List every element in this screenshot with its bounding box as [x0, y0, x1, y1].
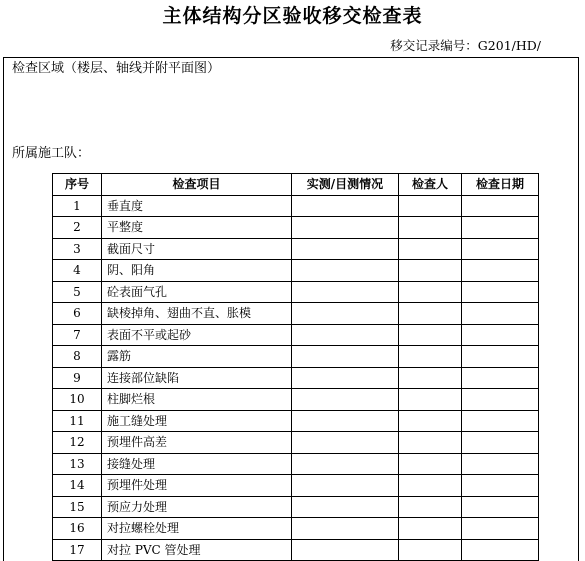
inspection-item: 截面尺寸	[102, 238, 292, 260]
row-number: 3	[53, 238, 102, 260]
table-row	[53, 260, 539, 282]
measured-cell[interactable]	[292, 260, 399, 282]
inspection-item: 表面不平或起砂	[102, 324, 292, 346]
row-number: 16	[53, 518, 102, 540]
construction-team-label: 所属施工队：	[12, 146, 91, 161]
date-cell[interactable]	[462, 303, 539, 325]
inspector-cell[interactable]	[399, 496, 462, 518]
inspection-item: 垂直度	[102, 195, 292, 217]
measured-cell[interactable]	[292, 389, 399, 411]
table-row	[53, 346, 539, 368]
inspection-item: 预埋件高差	[102, 432, 292, 454]
row-number: 9	[53, 367, 102, 389]
measured-cell[interactable]	[292, 496, 399, 518]
row-number: 7	[53, 324, 102, 346]
date-cell[interactable]	[462, 389, 539, 411]
table-row	[53, 324, 539, 346]
table-header-row	[53, 174, 539, 196]
measured-cell[interactable]	[292, 346, 399, 368]
date-cell[interactable]	[462, 453, 539, 475]
inspector-cell[interactable]	[399, 260, 462, 282]
measured-cell[interactable]	[292, 432, 399, 454]
inspector-cell[interactable]	[399, 217, 462, 239]
table-row	[53, 303, 539, 325]
table-row	[53, 475, 539, 497]
date-cell[interactable]	[462, 410, 539, 432]
date-cell[interactable]	[462, 475, 539, 497]
date-cell[interactable]	[462, 346, 539, 368]
inspector-cell[interactable]	[399, 324, 462, 346]
column-header-item: 检查项目	[102, 174, 292, 196]
measured-cell[interactable]	[292, 238, 399, 260]
row-number: 4	[53, 260, 102, 282]
date-cell[interactable]	[462, 324, 539, 346]
row-number: 12	[53, 432, 102, 454]
inspection-item: 对拉螺栓处理	[102, 518, 292, 540]
document-title: 主体结构分区验收移交检查表	[162, 5, 423, 27]
column-header-inspector: 检查人	[399, 174, 462, 196]
record-number: 移交记录编号：G201/HD/	[390, 38, 541, 53]
table-row	[53, 217, 539, 239]
inspection-item: 柱脚烂根	[102, 389, 292, 411]
inspector-cell[interactable]	[399, 195, 462, 217]
table-row	[53, 496, 539, 518]
inspector-cell[interactable]	[399, 432, 462, 454]
inspector-cell[interactable]	[399, 367, 462, 389]
row-number: 2	[53, 217, 102, 239]
measured-cell[interactable]	[292, 195, 399, 217]
column-header-date: 检查日期	[462, 174, 539, 196]
form-frame	[3, 57, 579, 561]
date-cell[interactable]	[462, 432, 539, 454]
date-cell[interactable]	[462, 260, 539, 282]
inspection-item: 施工缝处理	[102, 410, 292, 432]
date-cell[interactable]	[462, 217, 539, 239]
inspector-cell[interactable]	[399, 410, 462, 432]
row-number: 15	[53, 496, 102, 518]
date-cell[interactable]	[462, 281, 539, 303]
inspection-item: 连接部位缺陷	[102, 367, 292, 389]
row-number: 8	[53, 346, 102, 368]
inspection-items-table	[52, 173, 539, 561]
inspector-cell[interactable]	[399, 475, 462, 497]
table-row	[53, 367, 539, 389]
measured-cell[interactable]	[292, 367, 399, 389]
date-cell[interactable]	[462, 496, 539, 518]
measured-cell[interactable]	[292, 217, 399, 239]
measured-cell[interactable]	[292, 303, 399, 325]
table-row	[53, 518, 539, 540]
inspection-item: 露筋	[102, 346, 292, 368]
table-row	[53, 410, 539, 432]
row-number: 14	[53, 475, 102, 497]
date-cell[interactable]	[462, 367, 539, 389]
table-row	[53, 389, 539, 411]
measured-cell[interactable]	[292, 410, 399, 432]
date-cell[interactable]	[462, 238, 539, 260]
measured-cell[interactable]	[292, 281, 399, 303]
inspector-cell[interactable]	[399, 518, 462, 540]
inspection-item: 预应力处理	[102, 496, 292, 518]
table-row	[53, 453, 539, 475]
row-number: 10	[53, 389, 102, 411]
date-cell[interactable]	[462, 539, 539, 561]
table-row	[53, 195, 539, 217]
inspection-item: 缺棱掉角、翅曲不直、胀模	[102, 303, 292, 325]
inspection-item: 砼表面气孔	[102, 281, 292, 303]
row-number: 17	[53, 539, 102, 561]
row-number: 11	[53, 410, 102, 432]
inspector-cell[interactable]	[399, 453, 462, 475]
inspector-cell[interactable]	[399, 303, 462, 325]
column-header-measured: 实测/目测情况	[292, 174, 399, 196]
table-row	[53, 432, 539, 454]
inspection-item: 阴、阳角	[102, 260, 292, 282]
inspection-item: 预埋件处理	[102, 475, 292, 497]
inspector-cell[interactable]	[399, 238, 462, 260]
row-number: 6	[53, 303, 102, 325]
measured-cell[interactable]	[292, 453, 399, 475]
row-number: 5	[53, 281, 102, 303]
measured-cell[interactable]	[292, 475, 399, 497]
table-row	[53, 238, 539, 260]
row-number: 13	[53, 453, 102, 475]
table-row	[53, 281, 539, 303]
date-cell[interactable]	[462, 195, 539, 217]
measured-cell[interactable]	[292, 324, 399, 346]
row-number: 1	[53, 195, 102, 217]
inspector-cell[interactable]	[399, 539, 462, 561]
measured-cell[interactable]	[292, 518, 399, 540]
column-header-no: 序号	[53, 174, 102, 196]
date-cell[interactable]	[462, 518, 539, 540]
inspector-cell[interactable]	[399, 346, 462, 368]
table-row	[53, 539, 539, 561]
inspection-area-label: 检查区域（楼层、轴线并附平面图）	[12, 61, 221, 76]
inspector-cell[interactable]	[399, 281, 462, 303]
measured-cell[interactable]	[292, 539, 399, 561]
inspection-item: 对拉 PVC 管处理	[102, 539, 292, 561]
inspection-item: 接缝处理	[102, 453, 292, 475]
inspection-item: 平整度	[102, 217, 292, 239]
inspector-cell[interactable]	[399, 389, 462, 411]
